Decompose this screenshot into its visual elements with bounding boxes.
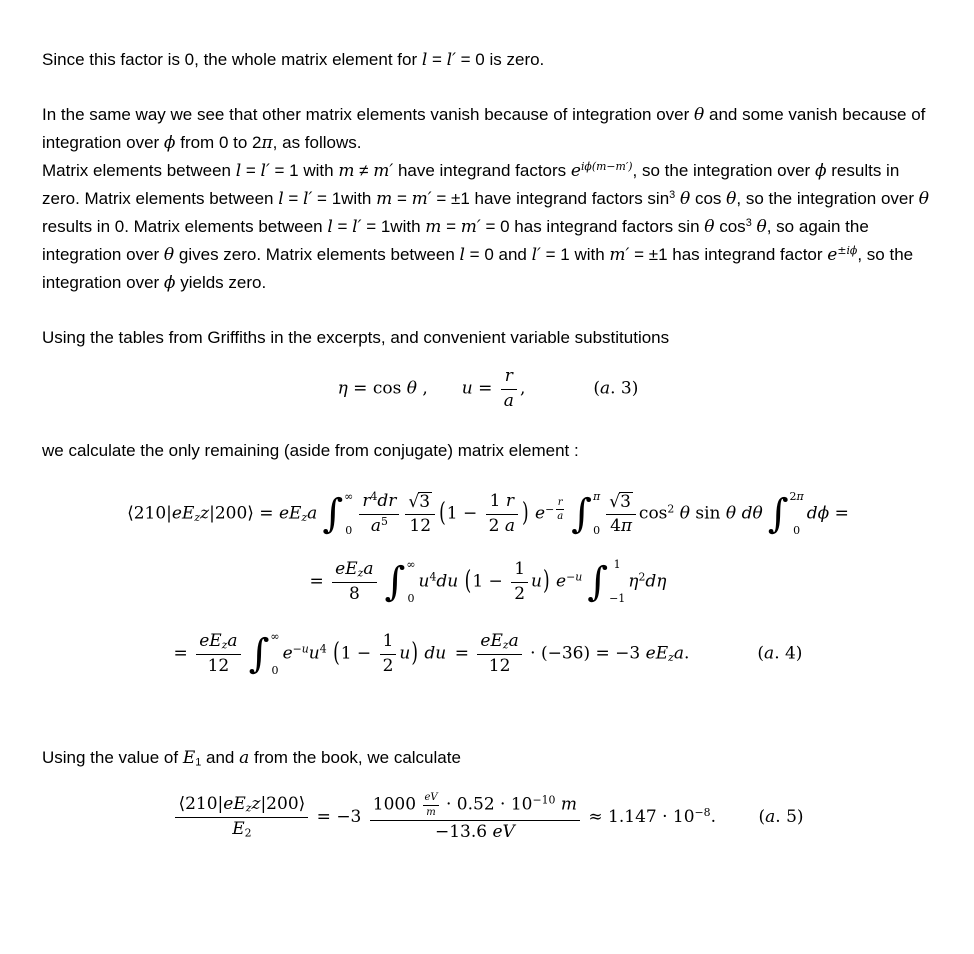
integral: ∫ π 0: [571, 490, 601, 538]
integral-sign: ∫: [587, 559, 609, 606]
fraction: $\frac{r}{a}$: [557, 496, 564, 523]
radical-sign: √: [408, 491, 420, 512]
integral-sign: ∫: [384, 559, 406, 606]
square-root: √3: [609, 491, 631, 512]
integral: ∫ 2π 0: [767, 490, 804, 538]
integral-sign: ∫: [248, 631, 270, 678]
integral-sign: ∫: [322, 491, 344, 538]
fraction: $\frac{eE_za}{12}$: [196, 632, 240, 676]
fraction: $\frac{√3}{4\pi}$: [606, 492, 636, 537]
equation-a4-line3: = $\frac{eE_za}{12}$ ∫ ∞ 0 $e^{-u}u^4$ (1 − $\frac{1}{2}$ u) du = $\frac{eE_za}{12}$ · (−36) = −3 $eE_za$. (a. 4): [42, 628, 934, 680]
equation-a5: $\frac{⟨210|eE_zz|200⟩}{E_2}$ = −3 1000 $\frac{eV}{m}$ · $0.52 \cdot 10^{-10}$ m −13.6 eV ≈ $1.147 \cdot 10^{-8}$. (a. 5): [42, 792, 934, 843]
equation-a4-line1: $⟨210|eE_zz|200⟩ = eE_za$ ∫ ∞ 0 $\frac{r^4dr}{a^5}$ $\frac{√3}{12}$ (1 − $\frac{1 r}{2 a}$ ) $e^{- \frac{r}{a}}$ ∫ π 0 $\frac{√3}{4\pi}$ $\cos^2 \theta$ sin θ dθ ∫ 2π 0 dϕ =: [42, 488, 934, 540]
equation-a3: η = cos θ , u = $\frac{r}{a}$ , (a. 3): [337, 366, 639, 411]
fraction: $\frac{1}{2}$: [380, 632, 397, 676]
fraction: $\frac{1 r}{2 a}$: [486, 492, 518, 536]
fraction: $\frac{r}{a}$: [501, 367, 517, 411]
fraction: $\frac{⟨210|eE_zz|200⟩}{E_2}$: [175, 795, 308, 839]
integral-sign: ∫: [767, 491, 789, 538]
fraction: 1000 $\frac{eV}{m}$ · $0.52 \cdot 10^{-10}$ m −13.6 eV: [370, 792, 580, 843]
fraction: $\frac{1}{2}$: [511, 560, 528, 604]
radical-sign: √: [609, 491, 621, 512]
integral: ∫ ∞ 0: [322, 490, 354, 538]
equation-a4-line2: = $\frac{eE_za}{8}$ ∫ ∞ 0 $u^4du$ (1 − $\frac{1}{2}$ u) $e^{-u}$ ∫ 1 −1 $\eta^2d\eta$: [42, 556, 934, 608]
integral-sign: ∫: [571, 491, 593, 538]
integral: ∫ 1 −1: [587, 558, 626, 606]
fraction: $\frac{eE_za}{8}$: [332, 560, 376, 604]
integral: ∫ ∞ 0: [384, 558, 416, 606]
paragraph-substitutions: Using the tables from Griffiths in the excerpts, and convenient variable substitutions: [42, 328, 670, 347]
square-root: √3: [408, 491, 431, 512]
fraction: $\frac{r^4dr}{a^5}$: [359, 492, 399, 536]
paragraph-vanishing-intro: In the same way we see that other matrix elements vanish because of integration over θ and some vanish because of integration over ϕ from 0 to 2π, as follows.: [42, 105, 926, 153]
fraction: $\frac{eV}{m}$: [424, 792, 438, 818]
paragraph-calculate-element: we calculate the only remaining (aside from conjugate) matrix element :: [42, 441, 579, 461]
fraction: $\frac{√3}{12}$: [405, 492, 435, 537]
paragraph-book-values: Using the value of $E_1$ and a from the book, we calculate: [42, 748, 461, 769]
integral: ∫ ∞ 0: [248, 630, 280, 678]
fraction: $\frac{eE_za}{12}$: [477, 632, 521, 676]
paragraph-factor-zero: Since this factor is 0, the whole matrix element for l = l′ = 0 is zero.: [42, 50, 545, 70]
paragraph-matrix-elements: Matrix elements between l = l′ = 1 with m ≠ m′ have integrand factors $e^{i\phi(m-m')}$, so the integration over ϕ results in zero. Matrix elements between l = l′ = 1with m = m′ = ±1 have integrand factors $\sin^3 \theta$ cos θ, so the integration over θ results in 0. Matrix elements between l = l′ = 1with m = m′ = 0 has integrand factors sin θ $\cos^3 \theta$, so again the integration over θ gives zero. Matrix elements between l = 0 and l′ = 1 with m′ = ±1 has integrand factor $e^{\pm i\phi}$, so the integration over ϕ yields zero.: [42, 160, 930, 293]
